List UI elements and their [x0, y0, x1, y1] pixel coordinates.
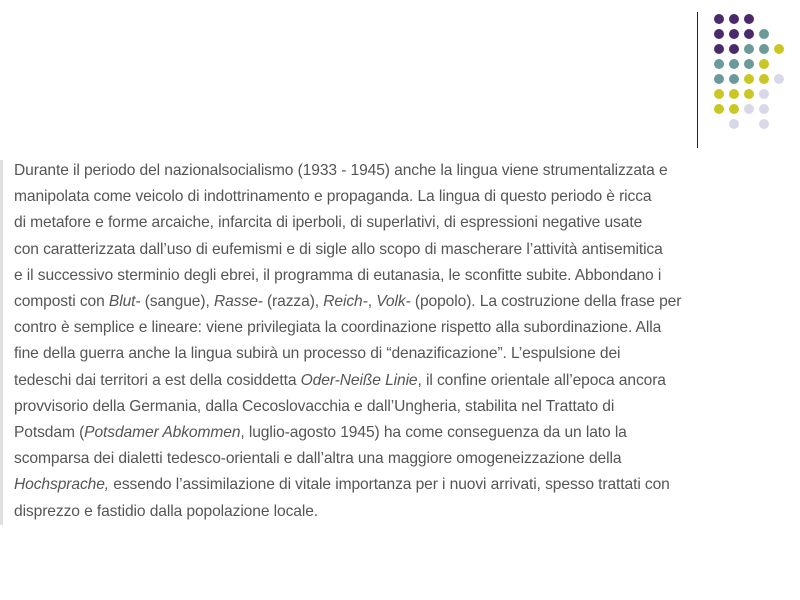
decorative-dot	[714, 14, 724, 24]
text-run: Potsdam (	[14, 424, 85, 442]
text-run: ,	[367, 293, 377, 311]
text-run: contro è semplice e lineare: viene privilegiata la coordinazione rispetto alla subordinazione. Alla	[14, 319, 662, 337]
decorative-dot	[729, 59, 739, 69]
decorative-dot	[744, 44, 754, 54]
decorative-dot	[714, 59, 724, 69]
decorative-dot	[744, 89, 754, 99]
italic-term: Hochsprache,	[14, 476, 110, 494]
decorative-dot	[729, 119, 739, 129]
decorative-dot	[744, 104, 754, 114]
text-run: scomparsa dei dialetti tedesco-orientali e dall’altra una maggiore omogeneizzazione della	[14, 450, 622, 468]
decorative-dot	[774, 44, 784, 54]
text-run: (popolo). La costruzione della frase per	[410, 293, 682, 311]
text-run: disprezzo e fastidio dalla popolazione locale.	[14, 502, 319, 520]
decorative-dot	[759, 44, 769, 54]
text-line	[14, 210, 794, 236]
decorative-dot	[714, 44, 724, 54]
text-run: tedeschi dai territori a est della cosiddetta	[14, 371, 301, 389]
text-run: con caratterizzata dall’uso di eufemismi e di sigle allo scopo di mascherare l’attività antisemitica	[14, 240, 663, 258]
italic-term: Reich-	[323, 293, 368, 311]
decorative-divider-line	[697, 12, 698, 148]
text-line	[14, 420, 794, 446]
decorative-dot	[744, 14, 754, 24]
decorative-dot	[774, 74, 784, 84]
decorative-dot-grid	[710, 10, 790, 130]
text-run: manipolata come veicolo di indottrinamento e propaganda. La lingua di questo periodo è ricca	[14, 188, 652, 206]
decorative-dot	[744, 74, 754, 84]
text-run: (razza),	[262, 293, 324, 311]
decorative-dot	[729, 29, 739, 39]
decorative-dot	[729, 14, 739, 24]
text-line	[14, 315, 794, 341]
decorative-dot	[729, 44, 739, 54]
decorative-dot	[729, 89, 739, 99]
italic-term: Rasse-	[213, 293, 263, 311]
decorative-dot	[714, 29, 724, 39]
left-margin-bar	[0, 160, 3, 525]
decorative-dot	[729, 104, 739, 114]
decorative-dot	[759, 29, 769, 39]
text-run: essendo l’assimilazione di vitale importanza per i nuovi arrivati, spesso trattati con	[109, 476, 670, 494]
text-line	[14, 263, 794, 289]
text-line	[14, 499, 794, 525]
decorative-dot	[714, 104, 724, 114]
decorative-dot	[759, 89, 769, 99]
italic-term: Potsdamer Abkommen	[84, 424, 241, 442]
body-paragraph	[14, 158, 794, 525]
decorative-dot	[729, 74, 739, 84]
decorative-dot	[759, 59, 769, 69]
text-run: e il successivo sterminio degli ebrei, il programma di eutanasia, le sconfitte subite. Abbondano i	[14, 266, 662, 284]
decorative-dot	[759, 119, 769, 129]
text-line	[14, 472, 794, 498]
text-run: , il confine orientale all’epoca ancora	[417, 371, 666, 389]
text-line	[14, 368, 794, 394]
text-line	[14, 341, 794, 367]
text-run: , luglio-agosto 1945) ha come conseguenza da un lato la	[240, 424, 627, 442]
text-run: provvisorio della Germania, dalla Cecoslovacchia e dall’Ungheria, stabilita nel Trattato di	[14, 397, 615, 415]
italic-term: Oder-Neiße Linie	[300, 371, 418, 389]
decorative-dot	[714, 74, 724, 84]
text-run: (sangue),	[140, 293, 214, 311]
italic-term: Blut-	[108, 293, 141, 311]
decorative-dot	[744, 59, 754, 69]
text-line	[14, 184, 794, 210]
text-line	[14, 289, 794, 315]
text-line	[14, 158, 794, 184]
text-run: Durante il periodo del nazionalsocialismo (1933 - 1945) anche la lingua viene strumentalizzata e	[14, 162, 668, 179]
decorative-dot	[714, 89, 724, 99]
text-run: composti con	[14, 293, 109, 311]
decorative-dot	[744, 29, 754, 39]
text-run: di metafore e forme arcaiche, infarcita di iperboli, di superlativi, di espressioni negative usate	[14, 214, 643, 232]
decorative-dot	[759, 104, 769, 114]
text-line	[14, 394, 794, 420]
italic-term: Volk-	[376, 293, 411, 311]
text-run: fine della guerra anche la lingua subirà un processo di “denazificazione”. L’espulsione dei	[14, 345, 621, 363]
text-line	[14, 237, 794, 263]
text-line	[14, 446, 794, 472]
decorative-dot	[759, 74, 769, 84]
